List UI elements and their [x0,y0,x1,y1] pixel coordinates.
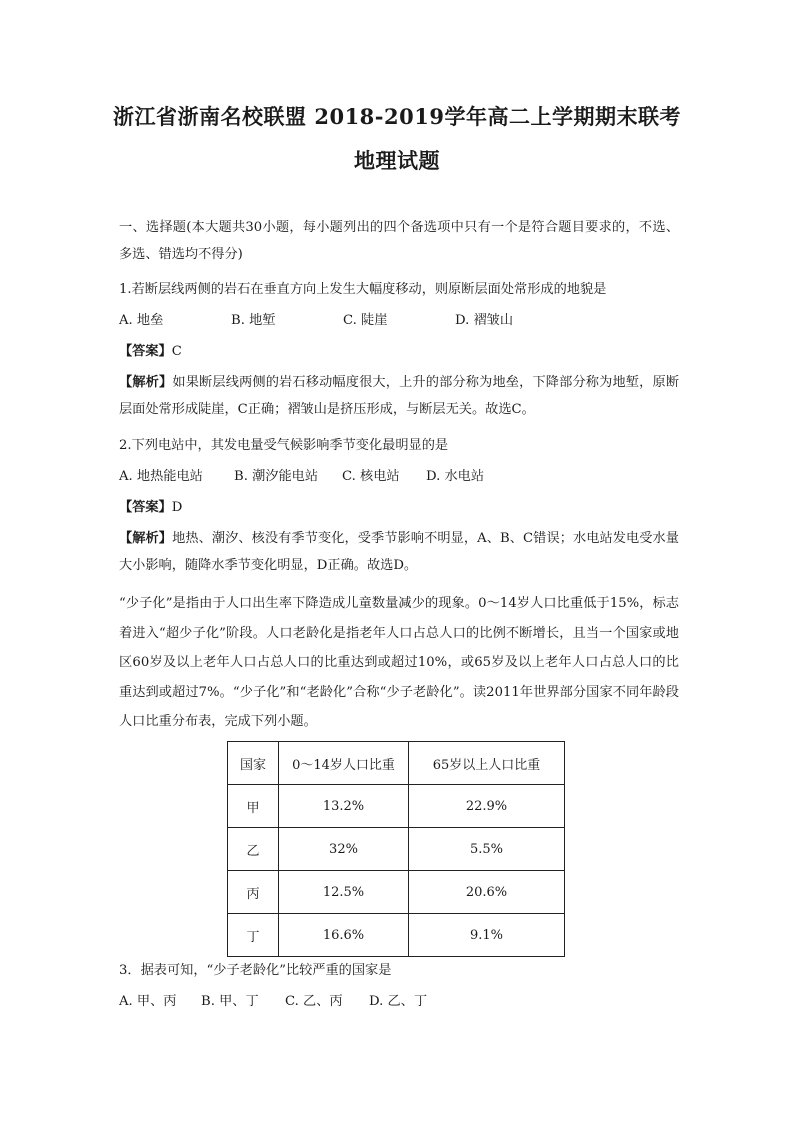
question-3-stem: 3．据表可知，“少子老龄化”比较严重的国家是 [119,963,392,978]
table-cell: 13.2% [279,785,409,828]
option-c: C. 乙、丙 [285,994,343,1009]
option-b: B. 地堑 [231,313,276,328]
question-2-analysis [119,525,679,579]
table-row [228,871,565,914]
table-cell: 甲 [228,785,279,828]
option-c: C. 陡崖 [343,313,388,328]
answer-value: D [171,500,183,515]
question-2-answer [119,494,679,521]
table-cell: 12.5% [279,871,409,914]
exam-title: 浙江省浙南名校联盟 2018-2019学年高二上学期期末联考 [113,104,681,129]
population-table [227,741,565,957]
table-cell: 5.5% [409,828,565,871]
option-a: A. 地热能电站 [119,469,203,484]
question-2-stem: 2.下列电站中，其发电量受气候影响季节变化最明显的是 [119,438,449,453]
table-cell: 丁 [228,914,279,957]
question-1-answer [119,338,679,365]
table-row [228,785,565,828]
analysis-tag: 【解析】 [119,375,173,390]
table-header: 0～14岁人口比重 [279,742,409,785]
table-cell: 32% [279,828,409,871]
option-b: B. 甲、丁 [201,994,259,1009]
option-d: D. 水电站 [426,469,485,484]
table-row [228,828,565,871]
analysis-text: 地热、潮汐、核没有季节变化，受季节影响不明显，A、B、C错误；水电站发电受水量大小影响，随降水季节变化明显，D正确。故选D。 [119,531,679,573]
table-cell: 丙 [228,871,279,914]
answer-tag: 【答案】 [119,500,172,515]
option-d: D. 褶皱山 [455,313,514,328]
option-b: B. 潮汐能电站 [234,469,319,484]
option-a: A. 地垒 [119,313,164,328]
table-header: 国家 [228,742,279,785]
table-header-row [228,742,565,785]
option-c: C. 核电站 [342,469,400,484]
question-1-analysis [119,369,679,423]
analysis-text: 如果断层线两侧的岩石移动幅度很大，上升的部分称为地垒，下降部分称为地堑，原断层面处常形成陡崖，C正确；褶皱山是挤压形成，与断层无关。故选C。 [119,375,680,417]
table-header: 65岁以上人口比重 [409,742,565,785]
question-1-stem: 1.若断层线两侧的岩石在垂直方向上发生大幅度移动，则原断层面处常形成的地貌是 [119,282,607,297]
analysis-tag: 【解析】 [119,531,173,546]
answer-tag: 【答案】 [119,344,172,359]
option-a: A. 甲、丙 [119,994,177,1009]
answer-value: C [171,344,182,359]
table-cell: 乙 [228,828,279,871]
table-cell: 16.6% [279,914,409,957]
option-d: D. 乙、丁 [369,994,428,1009]
reading-passage: “少子化”是指由于人口出生率下降造成儿童数量减少的现象。0～14岁人口比重低于15%，标志着进入“超少子化”阶段。人口老龄化是指老年人口占总人口的比例不断增长，且当一个国家或地区60岁及以上老年人口占总人口的比重达到或超过10%，或65岁及以上老年人口占总人口的比重达到或超过7%。“少子化”和“老龄化”合称“少子老龄化”。读2011年世界部分国家不同年龄段人口比重分布表，完成下列小题。 [119,596,679,729]
exam-subject: 地理试题 [354,148,440,173]
section-heading: 一、选择题(本大题共30小题，每小题列出的四个备选项中只有一个是符合题目要求的，不选、多选、错选均不得分) [119,220,679,262]
question-1-options [119,307,679,334]
table-cell: 9.1% [409,914,565,957]
table-cell: 20.6% [409,871,565,914]
question-3-options [119,988,679,1015]
table-row [228,914,565,957]
table-cell: 22.9% [409,785,565,828]
question-2-options [119,463,679,490]
